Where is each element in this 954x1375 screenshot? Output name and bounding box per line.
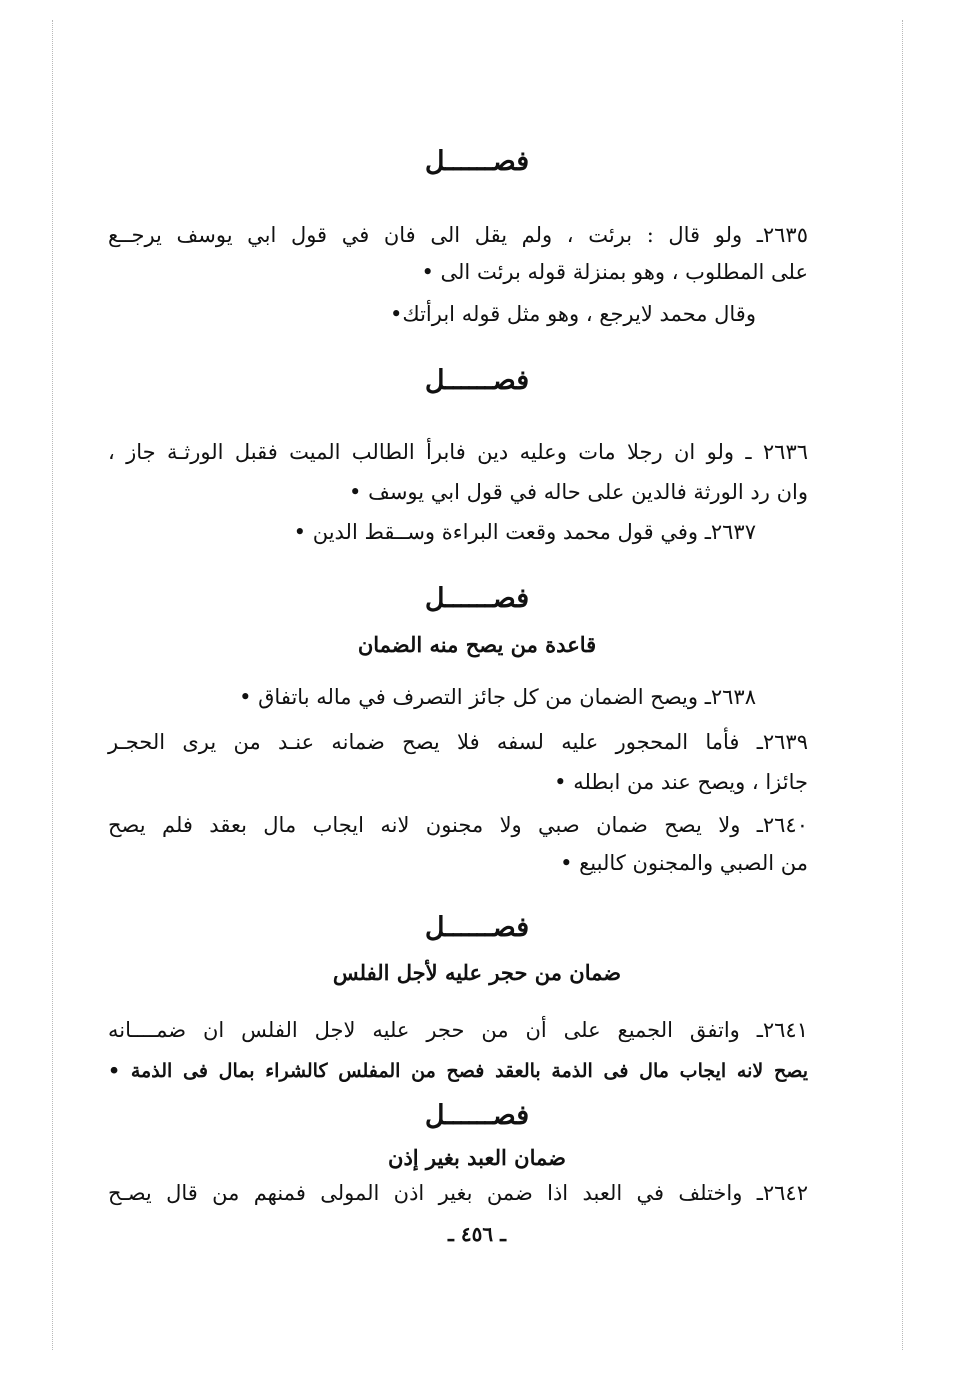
- paragraph-line: ٢٦٣٦ ـ ولو ان رجلا مات وعليه دين فابرأ الطالب الميت فقبل الورثـة جاز ،: [108, 440, 809, 464]
- paragraph-line: ٢٦٤١ـ واتفق الجميع على أن من حجر عليه لاجل الفلس ان ضمــــانه: [108, 1018, 808, 1042]
- section-subtitle: قاعدة من يصح منه الضمان: [357, 632, 597, 657]
- section-heading: فصــــــل: [424, 912, 530, 943]
- section-subtitle: ضمان العبد بغير إذن: [388, 1145, 566, 1170]
- section-subtitle: ضمان من حجر عليه لأجل الفلس: [332, 960, 622, 985]
- paragraph-line: ٢٦٣٩ـ فأما المحجور عليه لسفه فلا يصح ضمانه عنـد من يرى الحجـر: [108, 730, 808, 754]
- paragraph-line: من الصبي والمجنون كالبيع •: [560, 851, 808, 875]
- paragraph-line: وان رد الورثة فالدين على حاله في قول ابي يوسف •: [349, 480, 808, 504]
- section-heading: فصــــــل: [424, 1100, 530, 1131]
- paragraph-line: ٢٦٤٠ـ ولا يصح ضمان صبي ولا مجنون لانه ايجاب مال بعقد فلم يصح: [108, 813, 808, 837]
- paragraph-line: جائزا ، ويصح عند من ابطله •: [554, 770, 808, 794]
- page-number: ـ ٤٥٦ ـ: [448, 1222, 506, 1246]
- paragraph-line: ٢٦٣٧ـ وفي قول محمد وقعت البراءة وســقط الدين •: [293, 520, 756, 544]
- paragraph-line: ٢٦٣٨ـ ويصح الضمان من كل جائز التصرف في ماله باتفاق •: [239, 685, 756, 709]
- paragraph-line: يصح لانه ايجاب مال فى الذمة بالعقد فصح من المفلس كالشراء بمال فى الذمة •: [108, 1060, 808, 1082]
- section-heading: فصــــــل: [424, 365, 530, 396]
- paragraph-line: على المطلوب ، وهو بمنزلة قوله برئت الى •: [421, 260, 808, 284]
- paragraph-line: ٢٦٣٥ـ ولو قال : برئت ، ولم يقل الى فان في قول ابي يوسف يرجــع: [108, 223, 808, 247]
- section-heading: فصــــــل: [424, 146, 530, 177]
- section-heading: فصــــــل: [424, 583, 530, 614]
- paragraph-line: وقال محمد لايرجع ، وهو مثل قوله ابرأتك•: [389, 302, 756, 326]
- paragraph-line: ٢٦٤٢ـ واختلف في العبد اذا ضمن بغير اذن المولى فمنهم من قال يصـح: [108, 1181, 808, 1205]
